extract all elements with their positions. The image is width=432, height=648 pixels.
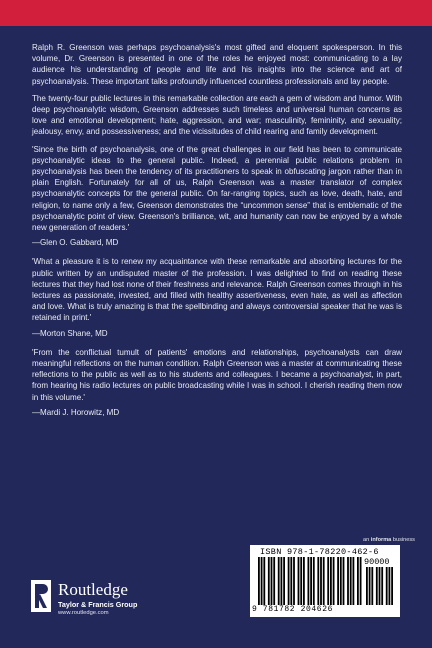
quote-shane: 'What a pleasure it is to renew my acquaintance with these remarkable and absorbing lectures for the public written by an undisputed master of the profession. I was delighted to find on reading these lectures that they had lost none of their freshness and relevance. Ralph Greenson comes through in his lectures as passionate, invested, and filled with healthy assertiveness, even hate, as well as affection and love. What is truly amazing is that the spellbinding and always controversial speaker that he was is retained in print.' [32, 257, 402, 323]
barcode-stripe [278, 557, 280, 605]
barcode-stripe [360, 557, 362, 605]
blurb-text [32, 42, 402, 426]
barcode-stripe [300, 557, 302, 605]
barcode-stripe [340, 557, 342, 605]
barcode-stripe [323, 557, 325, 605]
barcode-stripe [268, 557, 270, 605]
barcode-stripe [366, 567, 368, 605]
quote-horowitz: 'From the conflictual tumult of patients' emotions and relationships, psychoanalysts can draw meaningful reflections on the human condition. Ralph Greenson was a master at communicating these reflections to the public as well as to his students and colleagues. I became a psychoanalyst, in part, from hearing his radio lectures on public broadcasting while I was in school. I cherish reading them now in this volume.' [32, 347, 402, 402]
barcode-stripe [293, 557, 295, 605]
barcode-stripe [320, 557, 322, 605]
barcode-stripe [310, 557, 312, 605]
barcode-stripe [263, 557, 265, 605]
barcode-stripe [327, 557, 329, 605]
summary-paragraph: The twenty-four public lectures in this remarkable collection are each a gem of wisdom and humor. With deep psychoanalytic wisdom, Greenson addresses such timeless and universal human concerns as love and emotional development; hate, aggression, and war; masculinity, femininity, and sexuality; jealousy, envy, and possessiveness; and the vicissitudes of child rearing and family development. [32, 93, 402, 137]
barcode-stripe [271, 557, 273, 605]
barcode-stripe [298, 557, 300, 605]
barcode-stripe [343, 557, 345, 605]
barcode-stripe [389, 567, 391, 605]
barcode-stripe [347, 557, 349, 605]
barcode-stripe [381, 567, 383, 605]
routledge-logo [31, 580, 151, 620]
barcode-stripe [357, 557, 359, 605]
barcode-stripe [350, 557, 352, 605]
publisher-url: www.routledge.com [58, 610, 109, 616]
barcode-stripe [273, 557, 275, 605]
intro-paragraph: Ralph R. Greenson was perhaps psychoanalysis's most gifted and eloquent spokesperson. In this volume, Dr. Greenson is presented in one of the roles he enjoyed most: communicating to a lay audience his understanding of people and life and his insights into the science and art of psychoanalysis. These important talks profoundly influenced countless professionals and lay people. [32, 43, 402, 86]
barcode-stripe [281, 557, 283, 605]
publisher-name: Routledge [58, 580, 128, 599]
barcode-stripe [303, 557, 305, 605]
barcode-stripe [337, 557, 339, 605]
barcode-stripe [333, 557, 335, 605]
quote-author-gabbard: —Glen O. Gabbard, MD [32, 238, 119, 248]
barcode-stripe [313, 557, 315, 605]
barcode-stripe [288, 557, 290, 605]
barcode-stripe [258, 557, 260, 605]
barcode-bars [258, 557, 362, 605]
barcode-stripe [391, 567, 393, 605]
quote-author-horowitz: —Mardi J. Horowitz, MD [32, 407, 120, 417]
quote-gabbard: 'Since the birth of psychoanalysis, one of the great challenges in our field has been to communicate psychoanalytic ideas to the general public. Indeed, a perennial public relations problem in psychoanalysis has been the tendency of its practitioners to speak in obfuscating jargon rather than in plain English. Fortunately for all of us, Ralph Greenson was a master translator of complex psychoanalytic concepts for the general public. On far-ranging topics, such as love, death, hate, and religion, to name only a few, Greenson demonstrates the “uncommon sense” that is emblematic of the psychoanalytic point of view. Greenson's brilliance, wit, and humanity can now be enjoyed by a whole new generation of readers.' [32, 144, 402, 233]
isbn-text: ISBN 978-1-78220-462-6 [260, 547, 379, 557]
barcode-stripe [283, 557, 285, 605]
barcode-stripe [308, 557, 310, 605]
ean-digits: 9 781782 204626 [252, 605, 334, 614]
barcode-stripe [290, 557, 292, 605]
barcode-stripe [330, 557, 332, 605]
informa-business-label: an informa business [363, 537, 415, 543]
publisher-group: Taylor & Francis Group [58, 600, 138, 609]
addon-barcode-bars [366, 567, 396, 605]
barcode-stripe [371, 567, 373, 605]
informa-brand: informa [370, 537, 392, 543]
barcode-stripe [317, 557, 319, 605]
barcode-stripe [386, 567, 388, 605]
quote-author-shane: —Morton Shane, MD [32, 328, 108, 338]
barcode-stripe [353, 557, 355, 605]
barcode-stripe [261, 557, 263, 605]
price-addon-text: 90000 [364, 557, 390, 567]
barcode-stripe [376, 567, 378, 605]
isbn-barcode [250, 545, 400, 617]
barcode-stripe [369, 567, 371, 605]
routledge-r-icon [31, 580, 51, 612]
barcode-stripe [379, 567, 381, 605]
top-color-band [0, 0, 432, 26]
